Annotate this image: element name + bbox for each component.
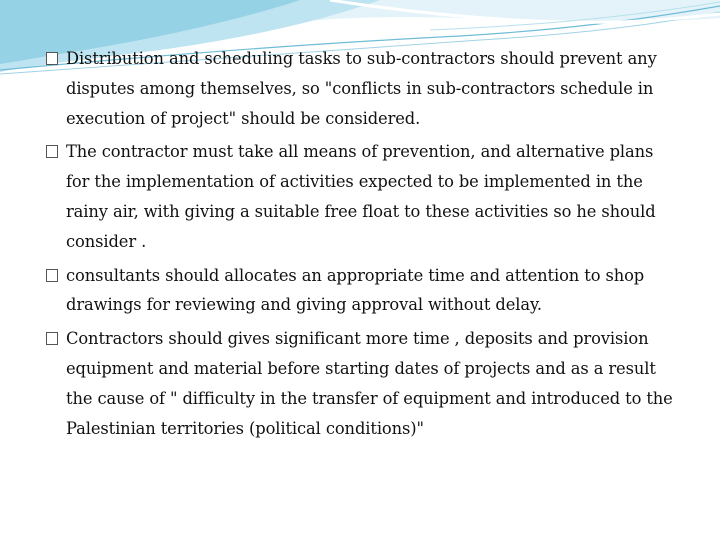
bullet-item-1 (46, 44, 674, 133)
missing-glyph-box-icon (46, 269, 58, 282)
missing-glyph-box-icon (46, 52, 58, 65)
bullet-list (46, 44, 674, 447)
bullet-item-4 (46, 324, 674, 443)
bullet-text-2: The contractor must take all means of prevention, and alternative plans for the implementation of activities expected to be implemented in the rainy air, with giving a suitable free float to these activities so he should consider . (66, 142, 656, 251)
bullet-item-2 (46, 137, 674, 256)
bullet-text-3: consultants should allocates an appropriate time and attention to shop drawings for reviewing and giving approval without delay. (66, 265, 645, 315)
missing-glyph-box-icon (46, 145, 58, 158)
bullet-text-1: Distribution and scheduling tasks to sub-contractors should prevent any disputes among themselves, so "conflicts in sub-contractors schedule in execution of project" should be considered. (66, 49, 657, 128)
missing-glyph-box-icon (46, 332, 58, 345)
bullet-item-3 (46, 261, 674, 321)
bullet-text-4: Contractors should gives significant more time , deposits and provision equipment and material before starting dates of projects and as a result the cause of " difficulty in the transfer of equipment and introduced to the Palestinian territories (political conditions)" (66, 329, 673, 438)
